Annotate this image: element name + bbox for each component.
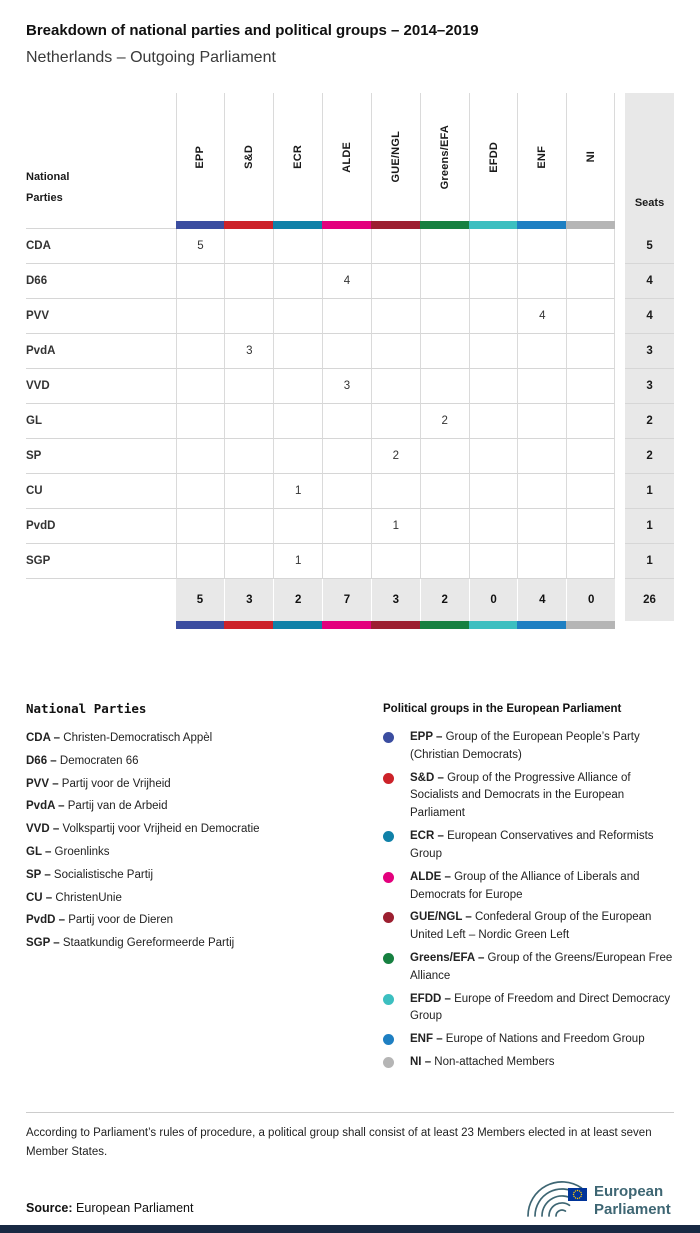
totals-row (26, 579, 674, 621)
group-description: EPP – Group of the European People’s Party (Christian Democrats) (410, 731, 640, 761)
row-seats-total: 2 (625, 439, 674, 474)
column-gap (615, 334, 625, 369)
table-row (26, 544, 674, 579)
seat-cell (322, 404, 371, 439)
seat-cell (176, 334, 225, 369)
party-name: CU (26, 474, 176, 509)
table-header-row (26, 93, 674, 221)
seat-cell (566, 544, 615, 579)
national-party-item: PvdA – Partij van de Arbeid (26, 800, 168, 813)
seat-cell (176, 264, 225, 299)
seat-cell (176, 474, 225, 509)
group-color-bar (371, 221, 420, 229)
column-total: 0 (469, 579, 518, 621)
seat-cell (371, 264, 420, 299)
column-header-label: NI (584, 151, 597, 163)
seat-cell (469, 404, 518, 439)
row-seats-total: 5 (625, 229, 674, 264)
group-color-bar (566, 221, 615, 229)
group-description: EFDD – Europe of Freedom and Direct Democracy Group (410, 992, 671, 1023)
party-name: PvdA (26, 334, 176, 369)
column-gap (615, 229, 625, 264)
seat-cell (566, 369, 615, 404)
row-seats-total: 3 (625, 334, 674, 369)
column-gap (615, 439, 625, 474)
group-color-dot (383, 831, 394, 842)
table-row (26, 509, 674, 544)
column-header-label: ENF (536, 145, 549, 169)
grand-total: 26 (625, 579, 674, 621)
totals-row-spacer (26, 579, 176, 621)
group-color-bar (420, 621, 469, 629)
seat-cell: 3 (224, 334, 273, 369)
seat-cell (273, 334, 322, 369)
group-description: ECR – European Conservatives and Reformists Group (410, 830, 654, 860)
party-abbr: PvdA – (26, 800, 65, 813)
group-color-dot (383, 872, 394, 883)
seat-cell (420, 299, 469, 334)
column-header-label: ECR (292, 145, 305, 169)
seat-cell (273, 509, 322, 544)
seat-cell (517, 264, 566, 299)
seat-cell (273, 439, 322, 474)
row-seats-total: 1 (625, 509, 674, 544)
seat-cell (517, 474, 566, 509)
national-party-item: SGP – Staatkundig Gereformeerde Partij (26, 937, 235, 950)
table-row (26, 474, 674, 509)
page-title: Breakdown of national parties and political groups – 2014–2019 (26, 22, 479, 39)
group-color-bar (224, 621, 273, 629)
source-label: Source: (26, 1201, 73, 1215)
footer-divider (26, 1112, 674, 1113)
group-color-dot (383, 732, 394, 743)
column-header (176, 93, 225, 221)
seat-cell (420, 544, 469, 579)
column-total: 2 (420, 579, 469, 621)
seat-cell (566, 229, 615, 264)
national-party-item: VVD – Volkspartij voor Vrijheid en Democratie (26, 823, 260, 836)
party-abbr: VVD – (26, 823, 60, 836)
seats-column-bar (625, 621, 674, 629)
group-color-bar (176, 221, 225, 229)
group-color-dot (383, 953, 394, 964)
column-header-label: ALDE (340, 141, 353, 173)
seat-cell (469, 544, 518, 579)
national-parties-legend (26, 701, 383, 1077)
party-abbr: D66 – (26, 754, 57, 767)
column-gap (615, 369, 625, 404)
seat-cell (224, 474, 273, 509)
seat-cell (566, 439, 615, 474)
page-subtitle: Netherlands – Outgoing Parliament (26, 49, 276, 66)
seat-cell (371, 299, 420, 334)
column-total: 4 (517, 579, 566, 621)
column-header (566, 93, 615, 221)
row-seats-total: 4 (625, 299, 674, 334)
column-gap (615, 544, 625, 579)
seat-cell: 2 (420, 404, 469, 439)
seat-cell (469, 439, 518, 474)
seat-cell (420, 509, 469, 544)
group-color-bar (322, 221, 371, 229)
party-name: GL (26, 404, 176, 439)
group-color-dot (383, 1057, 394, 1068)
column-header-label: GUE/NGL (389, 131, 402, 183)
group-abbr: Greens/EFA – (410, 951, 485, 964)
party-abbr: GL – (26, 845, 52, 858)
seat-cell: 4 (517, 299, 566, 334)
group-color-bar (273, 621, 322, 629)
seat-cell (566, 334, 615, 369)
national-party-item: PvdD – Partij voor de Dieren (26, 914, 174, 927)
seat-cell (322, 439, 371, 474)
group-description: ENF – Europe of Nations and Freedom Group (410, 1033, 645, 1046)
row-seats-total: 3 (625, 369, 674, 404)
political-groups-heading: Political groups in the European Parliament (383, 703, 622, 715)
party-abbr: PvdD – (26, 914, 65, 927)
political-group-item (383, 1054, 674, 1072)
row-seats-total: 4 (625, 264, 674, 299)
row-header-line: National (26, 171, 70, 184)
table-row (26, 299, 674, 334)
column-header (371, 93, 420, 221)
group-color-bar (322, 621, 371, 629)
column-gap (615, 264, 625, 299)
seat-cell (566, 474, 615, 509)
seat-cell (517, 334, 566, 369)
seat-cell (176, 509, 225, 544)
column-gap (615, 621, 625, 629)
group-abbr: EFDD – (410, 992, 451, 1005)
national-parties-list (26, 732, 383, 951)
row-seats-total: 2 (625, 404, 674, 439)
seat-cell (566, 299, 615, 334)
seat-cell: 3 (322, 369, 371, 404)
seat-cell (176, 299, 225, 334)
column-gap (615, 299, 625, 334)
seat-cell (224, 439, 273, 474)
seat-cell (371, 404, 420, 439)
group-abbr: ECR – (410, 830, 444, 843)
group-abbr: NI – (410, 1056, 432, 1068)
political-group-item (383, 869, 674, 905)
table-row (26, 369, 674, 404)
seat-cell (420, 264, 469, 299)
group-description: ALDE – Group of the Alliance of Liberals and Democrats for Europe (410, 870, 640, 901)
seat-cell (224, 369, 273, 404)
group-color-bar (566, 621, 615, 629)
seat-cell (224, 544, 273, 579)
seat-cell (273, 404, 322, 439)
column-total: 5 (176, 579, 225, 621)
source-line (26, 1201, 193, 1215)
seat-cell (224, 264, 273, 299)
source-value: European Parliament (76, 1201, 194, 1215)
group-color-bar (420, 221, 469, 229)
logo-text-line1: European (594, 1183, 664, 1200)
seat-cell (517, 544, 566, 579)
seat-cell (224, 229, 273, 264)
seat-cell (469, 229, 518, 264)
seat-cell (371, 334, 420, 369)
seat-cell (224, 299, 273, 334)
row-header (26, 93, 176, 221)
seat-cell (469, 264, 518, 299)
party-abbr: SP – (26, 868, 51, 881)
group-description: S&D – Group of the Progressive Alliance of Socialists and Democrats in the European Parliament (410, 771, 631, 820)
column-gap (615, 404, 625, 439)
seat-cell (322, 509, 371, 544)
logo-text-line2: Parliament (594, 1201, 671, 1218)
national-parties-heading: National Parties (26, 701, 147, 716)
national-party-item: PVV – Partij voor de Vrijheid (26, 777, 171, 790)
group-color-bar (273, 221, 322, 229)
national-party-item: CU – ChristenUnie (26, 891, 122, 904)
seats-column-bar (625, 221, 674, 229)
column-header (469, 93, 518, 221)
seat-cell (469, 509, 518, 544)
seat-cell (517, 509, 566, 544)
seat-cell (517, 369, 566, 404)
seat-cell (517, 229, 566, 264)
group-description: Greens/EFA – Group of the Greens/European Free Alliance (410, 951, 673, 982)
seat-cell (371, 544, 420, 579)
column-header (322, 93, 371, 221)
group-description: NI – Non-attached Members (410, 1056, 555, 1068)
group-abbr: EPP – (410, 731, 443, 743)
column-gap (615, 93, 625, 221)
seat-cell (566, 404, 615, 439)
seat-cell (322, 299, 371, 334)
political-groups-legend (383, 701, 674, 1077)
seat-cell (273, 229, 322, 264)
party-name: SP (26, 439, 176, 474)
seat-cell (322, 229, 371, 264)
seat-cell (176, 369, 225, 404)
seat-cell (566, 264, 615, 299)
seat-cell (420, 474, 469, 509)
seat-cell: 4 (322, 264, 371, 299)
national-party-item: CDA – Christen-Democratisch Appèl (26, 732, 213, 744)
seat-cell (420, 369, 469, 404)
group-abbr: ENF – (410, 1033, 443, 1046)
eu-flag-icon (568, 1188, 587, 1201)
table-row (26, 404, 674, 439)
group-color-bar (517, 221, 566, 229)
seat-cell (371, 474, 420, 509)
column-total: 2 (273, 579, 322, 621)
seat-cell (469, 474, 518, 509)
group-color-bar (371, 621, 420, 629)
political-group-item (383, 909, 674, 945)
column-total: 0 (566, 579, 615, 621)
legend-section (26, 701, 674, 1077)
party-name: VVD (26, 369, 176, 404)
column-total: 3 (224, 579, 273, 621)
seat-cell (420, 334, 469, 369)
row-seats-total: 1 (625, 474, 674, 509)
political-group-item (383, 828, 674, 864)
column-total: 3 (371, 579, 420, 621)
column-header (273, 93, 322, 221)
european-parliament-logo (524, 1176, 676, 1227)
seat-cell (469, 369, 518, 404)
party-abbr: CDA – (26, 732, 61, 744)
column-gap (615, 509, 625, 544)
group-description: GUE/NGL – Confederal Group of the European United Left – Nordic Green Left (410, 911, 652, 942)
party-name: PvdD (26, 509, 176, 544)
party-name: PVV (26, 299, 176, 334)
political-group-item (383, 950, 674, 986)
seats-column-header (625, 93, 674, 221)
column-gap (615, 579, 625, 621)
group-abbr: ALDE – (410, 870, 451, 883)
seat-cell (517, 439, 566, 474)
seat-cell (322, 544, 371, 579)
seat-cell (224, 404, 273, 439)
seat-cell (469, 334, 518, 369)
seat-cell (176, 439, 225, 474)
seat-cell: 2 (371, 439, 420, 474)
group-abbr: GUE/NGL – (410, 911, 472, 924)
table-row (26, 334, 674, 369)
group-color-bar-row-bottom (26, 621, 674, 629)
seat-cell (469, 299, 518, 334)
row-header-line: Parties (26, 192, 63, 205)
party-name: CDA (26, 229, 176, 264)
bottom-bar (0, 1225, 700, 1233)
party-abbr: SGP – (26, 937, 60, 950)
seat-cell (566, 509, 615, 544)
political-group-item (383, 991, 674, 1027)
column-header-label: EPP (194, 145, 207, 169)
party-name: D66 (26, 264, 176, 299)
group-color-bar (224, 221, 273, 229)
column-header-label: Greens/EFA (438, 124, 451, 190)
column-header (224, 93, 273, 221)
seat-cell (420, 439, 469, 474)
seats-header-label: Seats (634, 197, 665, 209)
seat-cell (273, 369, 322, 404)
european-parliament-logo-graphic (524, 1176, 676, 1222)
seat-cell (224, 509, 273, 544)
column-header (517, 93, 566, 221)
column-gap (615, 221, 625, 229)
group-color-bar (176, 621, 225, 629)
party-name: SGP (26, 544, 176, 579)
group-color-bar-row-top (26, 221, 674, 229)
column-gap (615, 474, 625, 509)
group-color-bar (469, 221, 518, 229)
seat-cell: 5 (176, 229, 225, 264)
seat-cell: 1 (371, 509, 420, 544)
seat-cell (371, 229, 420, 264)
national-party-item: SP – Socialistische Partij (26, 868, 153, 881)
political-group-item (383, 770, 674, 823)
column-header (420, 93, 469, 221)
table-row (26, 264, 674, 299)
row-seats-total: 1 (625, 544, 674, 579)
group-color-dot (383, 994, 394, 1005)
seat-cell (517, 404, 566, 439)
column-total: 7 (322, 579, 371, 621)
political-group-item (383, 729, 674, 765)
party-abbr: PVV – (26, 777, 59, 790)
bar-row-spacer (26, 221, 176, 229)
group-abbr: S&D – (410, 771, 444, 784)
column-header-label: S&D (243, 145, 256, 169)
seat-cell (420, 229, 469, 264)
political-group-item (383, 1031, 674, 1049)
table-row (26, 439, 674, 474)
seat-cell (176, 404, 225, 439)
seat-cell (273, 299, 322, 334)
group-color-dot (383, 912, 394, 923)
seat-cell (322, 334, 371, 369)
bar-row-spacer (26, 621, 176, 629)
group-color-bar (469, 621, 518, 629)
table-row (26, 229, 674, 264)
national-party-item: GL – Groenlinks (26, 845, 110, 858)
national-party-item: D66 – Democraten 66 (26, 754, 139, 767)
seat-cell: 1 (273, 474, 322, 509)
seat-cell (273, 264, 322, 299)
seat-cell (371, 369, 420, 404)
party-abbr: CU – (26, 891, 53, 904)
political-groups-list (383, 729, 674, 1072)
group-color-dot (383, 773, 394, 784)
group-color-dot (383, 1034, 394, 1045)
footnote: According to Parliament’s rules of procedure, a political group shall consist of at least 23 Members elected in at least seven Member States. (26, 1127, 652, 1158)
seat-cell: 1 (273, 544, 322, 579)
breakdown-table (26, 93, 674, 629)
group-color-bar (517, 621, 566, 629)
seat-cell (176, 544, 225, 579)
seat-cell (322, 474, 371, 509)
column-header-label: EFDD (487, 141, 500, 173)
